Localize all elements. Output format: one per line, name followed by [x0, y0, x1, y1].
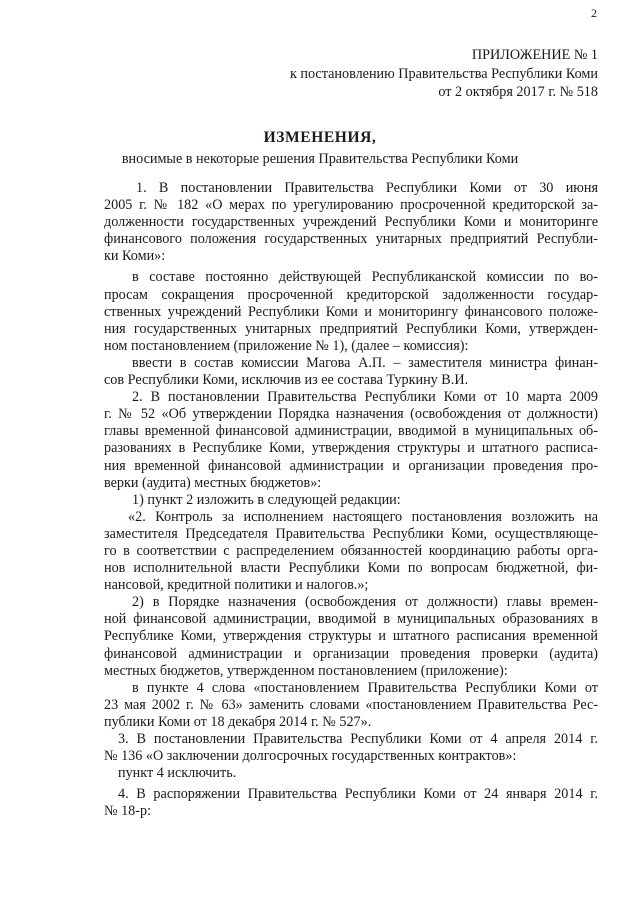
paragraph-10	[104, 765, 598, 782]
appendix-line-2: от 2 октября 2017 г. № 518	[438, 84, 598, 100]
text-line: № 18-р:	[104, 803, 152, 820]
appendix-header	[290, 46, 598, 102]
text-line: № 136 «О заключении долгосрочных государственных контрактов»:	[104, 748, 517, 765]
text-line: 4. В распоряжении Правительства Республики Коми от 24 января 2014 г.	[118, 786, 598, 803]
text-line: нов исполнительной власти Республики Коми по вопросам бюджетной, фи-	[104, 560, 598, 577]
text-line: разованиях в Республике Коми, утверждения структуры и штатного расписа-	[104, 440, 598, 457]
text-line: 2) в Порядке назначения (освобождения от должности) главы времен-	[132, 594, 598, 611]
document-title: ИЗМЕНЕНИЯ,	[263, 129, 377, 146]
text-line: ной финансовой администрации, вводимой в муниципальных образованиях в	[104, 611, 598, 628]
text-line: «2. Контроль за исполнением настоящего постановления возложить на	[128, 508, 598, 525]
text-line: долженности государственных учреждений Республики Коми и мониторинге	[104, 214, 598, 231]
text-line: финансового положения государственных унитарных предприятий Республи-	[104, 231, 598, 248]
text-line: ния государственных унитарных предприятий Республики Коми, утвержден-	[104, 320, 598, 337]
text-line: сов Республики Коми, исключив из ее состава Туркину В.И.	[104, 372, 469, 389]
text-line: главы временной финансовой администрации, вводимой в муниципальных об-	[104, 423, 598, 440]
text-line: в пункте 4 слова «постановлением Правительства Республики Коми от	[132, 679, 598, 696]
text-line: в составе постоянно действующей Республиканской комиссии по во-	[132, 269, 598, 286]
paragraph-7	[104, 594, 598, 679]
text-line: ния временной финансовой администрации и организации проведения про-	[104, 457, 598, 474]
text-line: го в соответствии с распределением обязанностей координацию работы орга-	[104, 542, 598, 559]
paragraph-11	[104, 786, 598, 820]
text-line: ственных учреждений Республики Коми и мониторингу финансового положе-	[104, 303, 598, 320]
paragraph-5	[104, 492, 598, 509]
text-line: 3. В постановлении Правительства Республики Коми от 4 апреля 2014 г.	[118, 731, 598, 747]
text-line: 1. В постановлении Правительства Республики Коми от 30 июня	[136, 180, 598, 196]
document-subtitle: вносимые в некоторые решения Правительства Республики Коми	[121, 151, 519, 167]
text-line: Республике Коми, утверждения структуры и штатного расписания временной	[104, 628, 598, 645]
text-line: финансовой администрации и организации проведения проверки (аудита)	[104, 645, 598, 662]
text-line: заместителя Председателя Правительства Республики Коми, осуществляюще-	[104, 525, 598, 542]
text-line: ввести в состав комиссии Магова А.П. – заместителя министра финан-	[132, 354, 598, 371]
document-body	[104, 180, 598, 820]
text-line: местных бюджетов, утвержденном постановлением (приложение):	[104, 662, 508, 679]
paragraph-3	[104, 355, 598, 389]
appendix-title: ПРИЛОЖЕНИЕ № 1	[471, 47, 598, 63]
text-line: 2005 г. № 182 «О мерах по урегулированию просроченной кредиторской за-	[104, 197, 598, 214]
text-line: ки Коми»:	[104, 248, 166, 265]
text-line: публики Коми от 18 декабря 2014 г. № 527».	[104, 713, 372, 730]
paragraph-4	[104, 389, 598, 492]
text-line: верки (аудита) местных бюджетов»:	[104, 474, 322, 491]
appendix-line-1: к постановлению Правительства Республики Коми	[289, 65, 598, 82]
page-number: 2	[591, 6, 597, 20]
paragraph-6	[104, 509, 598, 594]
text-line: просам сокращения просроченной кредиторской задолженности государ-	[104, 286, 598, 303]
text-line: ном постановлением (приложение № 1), (далее – комиссия):	[104, 337, 469, 354]
text-line: 2. В постановлении Правительства Республики Коми от 10 марта 2009	[132, 389, 598, 406]
paragraph-2	[104, 269, 598, 354]
paragraph-9	[104, 731, 598, 765]
text-line: нансовой, кредитной политики и налогов.»;	[104, 577, 369, 594]
text-line: 1) пункт 2 изложить в следующей редакции:	[132, 491, 401, 508]
text-line: г. № 52 «Об утверждении Порядка назначения (освобождения от должности)	[104, 406, 598, 423]
text-line: пункт 4 исключить.	[118, 765, 237, 782]
paragraph-1	[104, 180, 598, 265]
paragraph-8	[104, 680, 598, 731]
text-line: 23 мая 2002 г. № 63» заменить словами «постановлением Правительства Рес-	[104, 696, 598, 713]
